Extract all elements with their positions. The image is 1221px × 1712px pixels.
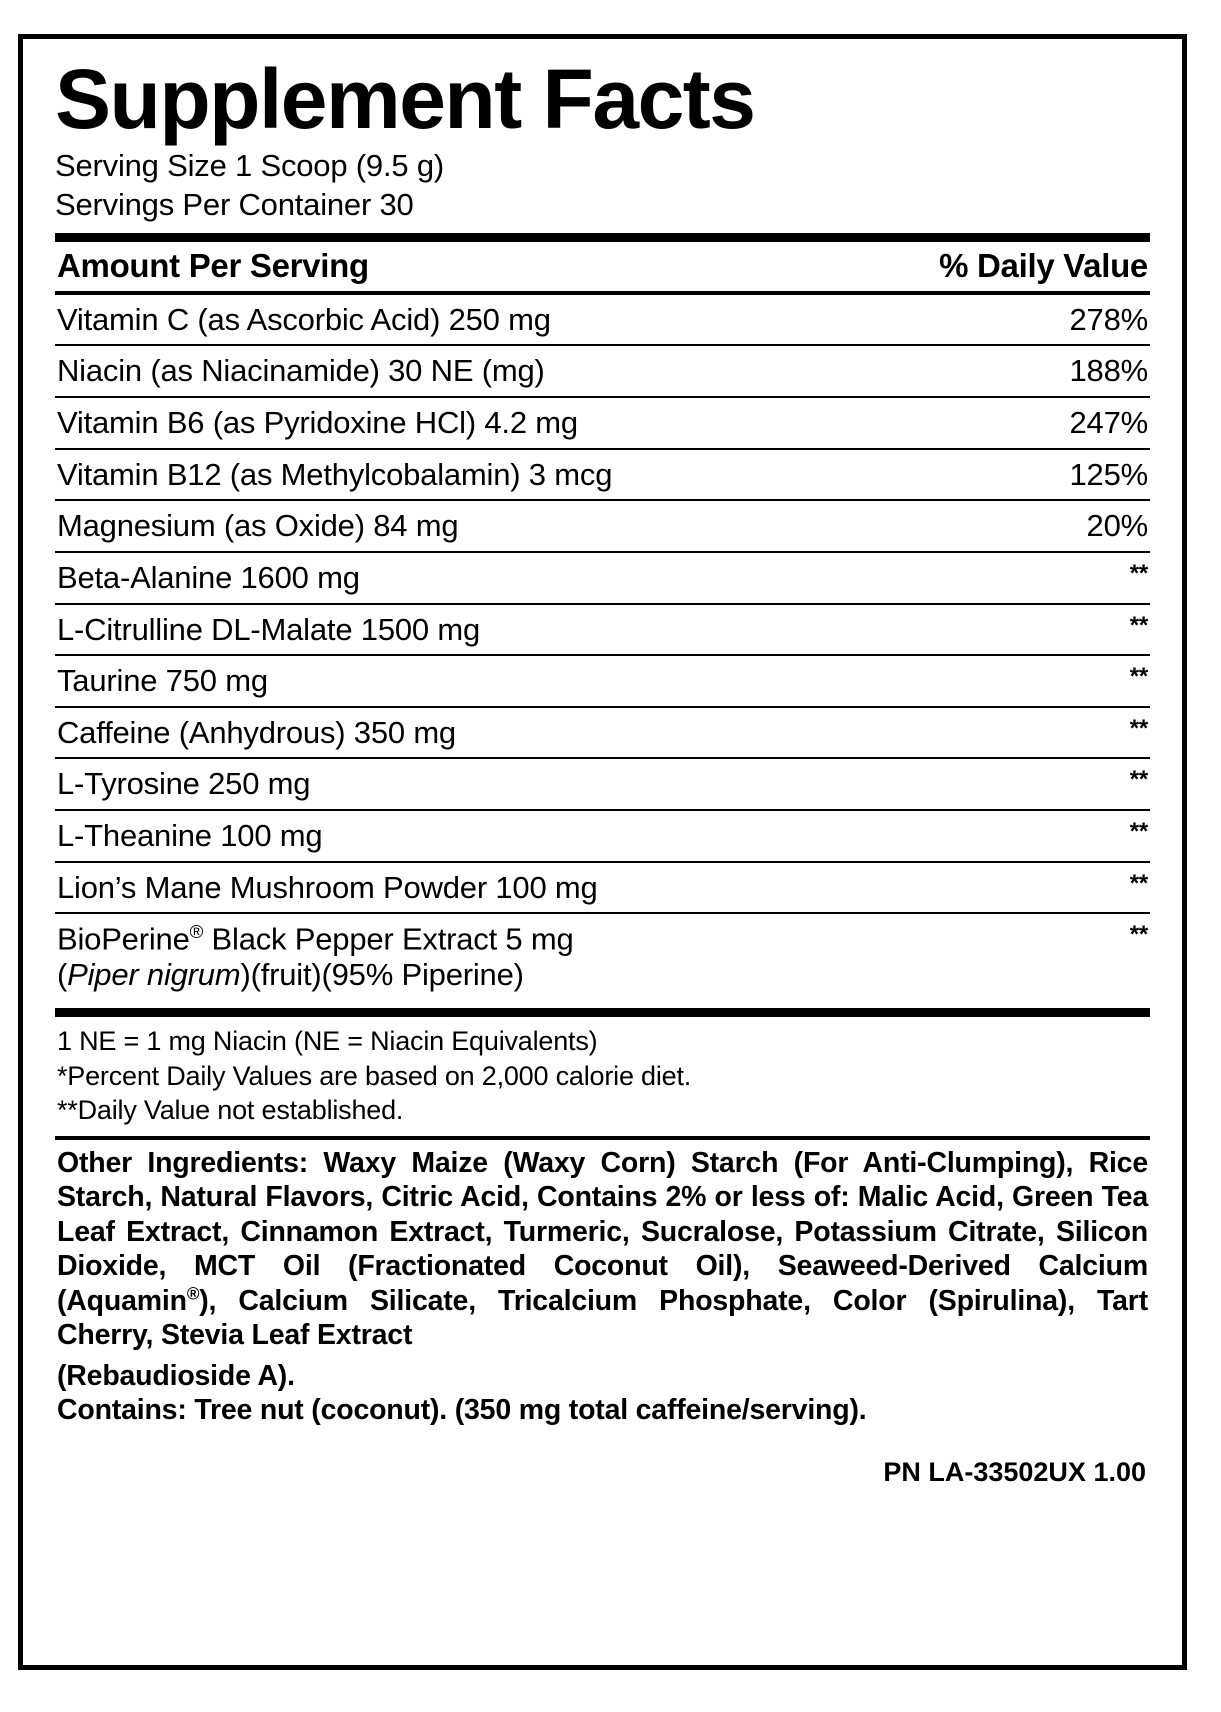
part-number: PN LA-33502UX 1.00 [883, 1457, 1146, 1488]
divider-heavy-top [55, 233, 1150, 242]
table-row [55, 501, 1150, 551]
nutrient-name: Vitamin C (as Ascorbic Acid) 250 mg [57, 301, 551, 337]
nutrient-name: L-Tyrosine 250 mg [57, 766, 311, 802]
supplement-facts-panel [18, 34, 1187, 1670]
nutrient-dv: ** [1129, 714, 1148, 742]
table-row [55, 398, 1150, 448]
nutrient-name: L-Citrulline DL-Malate 1500 mg [57, 611, 481, 647]
nutrient-name: Lion’s Mane Mushroom Powder 100 mg [57, 869, 598, 905]
nutrient-dv: 20% [1086, 508, 1148, 544]
other-ingredients-last-line: (Rebaudioside A). [57, 1359, 295, 1392]
nutrient-dv: 278% [1069, 301, 1148, 337]
supplement-facts-content [55, 49, 1150, 1488]
nutrient-name: L-Theanine 100 mg [57, 818, 323, 854]
registered-mark-icon: ® [186, 1284, 200, 1304]
servings-per-container: Servings Per Container 30 [55, 186, 414, 222]
nutrient-name: Niacin (as Niacinamide) 30 NE (mg) [57, 353, 545, 389]
table-row [55, 708, 1150, 758]
nutrient-dv: 188% [1069, 353, 1148, 389]
nutrient-name: Caffeine (Anhydrous) 350 mg [57, 714, 456, 750]
divider-heavy-bottom [55, 1008, 1150, 1017]
nutrient-dv: ** [1129, 663, 1148, 691]
table-row [55, 553, 1150, 603]
nutrient-dv: ** [1129, 818, 1148, 846]
other-ingredients-body: Waxy Maize (Waxy Corn) Starch (For Anti-Clumping), Rice Starch, Natural Flavors, Citric Acid, Contains 2% or less of: Malic Acid, Green Tea Leaf Extract, Cinnamon Extract, Turmeric, Sucralose, Potassium Citrate, Silicon Dioxide, MCT Oil (Fractionated Coconut Oil), Seaweed-Derived Calcium (Aquamin [57, 1146, 1148, 1317]
nutrient-dv: ** [1129, 559, 1148, 587]
nutrient-dv: ** [1129, 766, 1148, 794]
table-row [55, 346, 1150, 396]
nutrient-name: Vitamin B6 (as Pyridoxine HCl) 4.2 mg [57, 404, 578, 440]
amount-per-serving-header: Amount Per Serving [57, 246, 369, 284]
paren-open: ( [57, 957, 68, 993]
footnote-dv-not-established: **Daily Value not established. [57, 1095, 404, 1126]
nutrient-name [57, 921, 1130, 993]
nutrient-name: Magnesium (as Oxide) 84 mg [57, 508, 459, 544]
bioperine-line-1 [57, 921, 1116, 957]
serving-size: Serving Size 1 Scoop (9.5 g) [55, 148, 444, 184]
other-ingredients [55, 1140, 1150, 1353]
table-row-bioperine [55, 914, 1150, 1000]
bioperine-line-2 [57, 957, 1116, 993]
nutrient-dv: ** [1129, 611, 1148, 639]
nutrient-dv: 247% [1069, 404, 1148, 440]
other-ingredients-label: Other Ingredients: [57, 1146, 309, 1179]
table-row [55, 450, 1150, 500]
nutrient-name: Beta-Alanine 1600 mg [57, 559, 360, 595]
table-header-row [55, 242, 1150, 291]
page-title: Supplement Facts [55, 52, 755, 146]
table-row [55, 605, 1150, 655]
bioperine-detail: )(fruit)(95% Piperine) [240, 957, 524, 993]
contains-statement: Contains: Tree nut (coconut). (350 mg total caffeine/serving). [57, 1394, 867, 1427]
nutrient-name: Vitamin B12 (as Methylcobalamin) 3 mcg [57, 456, 613, 492]
footnote-percent-dv: *Percent Daily Values are based on 2,000 calorie diet. [57, 1060, 692, 1091]
table-row [55, 811, 1150, 861]
table-row [55, 656, 1150, 706]
table-row [55, 759, 1150, 809]
registered-mark-icon: ® [189, 921, 204, 943]
daily-value-header: % Daily Value [939, 246, 1148, 284]
table-row [55, 295, 1150, 345]
nutrient-dv: ** [1129, 921, 1148, 949]
footnotes [55, 1017, 1150, 1128]
bioperine-amount: Black Pepper Extract 5 mg [203, 921, 574, 957]
bioperine-name: BioPerine [57, 921, 190, 957]
table-row [55, 863, 1150, 913]
nutrient-dv: 125% [1069, 456, 1148, 492]
footnote-ne: 1 NE = 1 mg Niacin (NE = Niacin Equivalents) [57, 1025, 598, 1056]
nutrient-name: Taurine 750 mg [57, 663, 268, 699]
nutrient-dv: ** [1129, 869, 1148, 897]
other-ingredients-body-2: ), Calcium Silicate, Tricalcium Phosphate, Color (Spirulina), Tart Cherry, Stevia Leaf Extract [57, 1284, 1148, 1352]
botanical-name: Piper nigrum [67, 957, 241, 993]
